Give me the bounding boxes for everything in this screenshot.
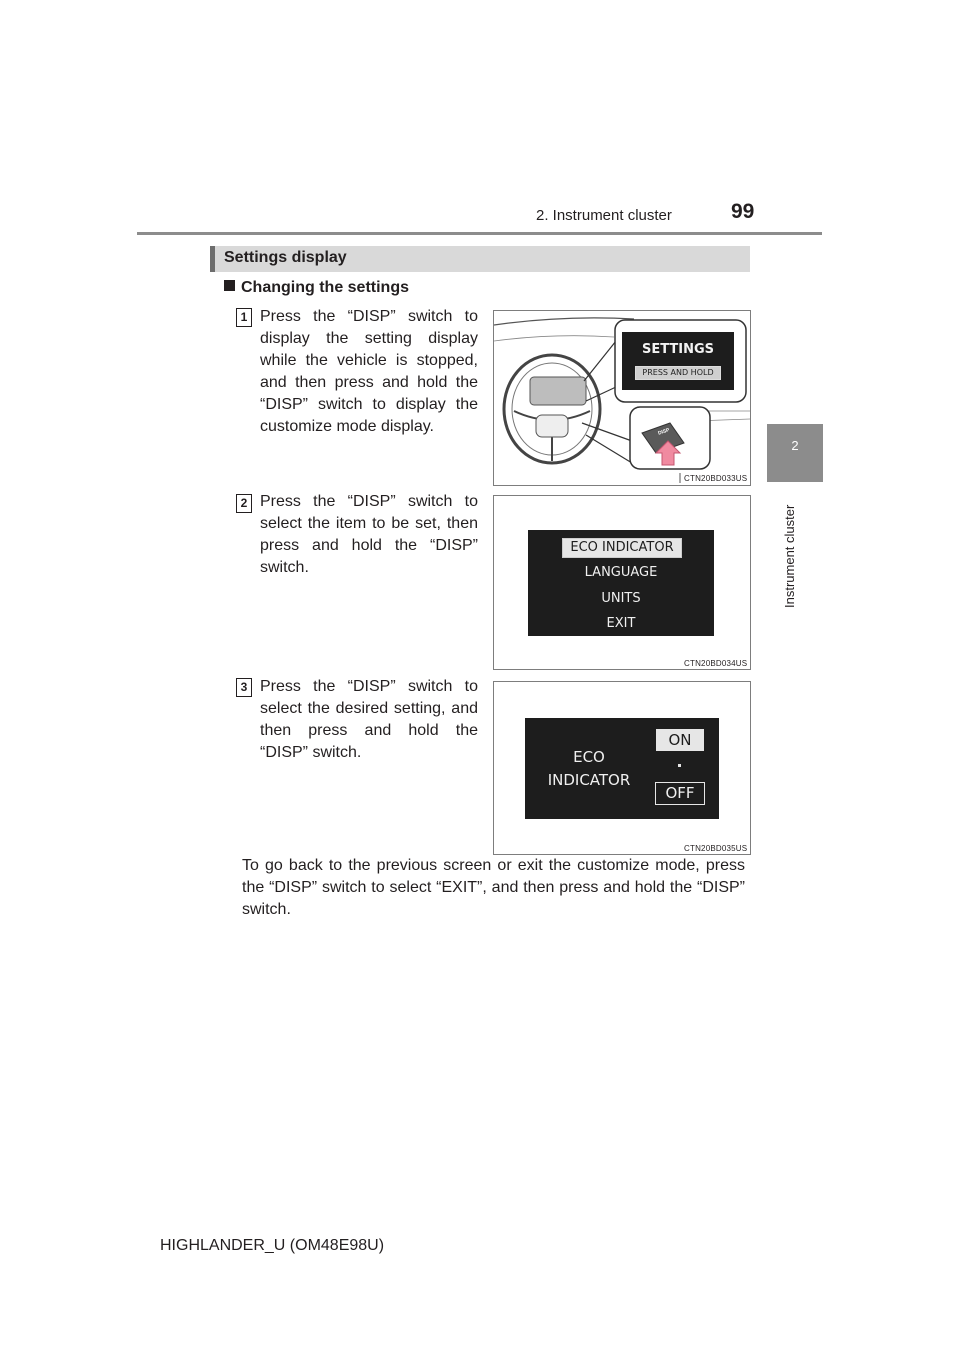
header-rule xyxy=(137,232,822,235)
setting-name-line2: INDICATOR xyxy=(547,771,631,789)
step-text-2: Press the “DISP” switch to select the item to be set, then press and hold the “DISP” switch. xyxy=(260,493,478,576)
step-number-3: 3 xyxy=(236,678,252,697)
figure-menu-display xyxy=(493,495,751,670)
figure-code-2: CTN20BD034US xyxy=(684,659,748,668)
disp-button-label: DISP xyxy=(657,427,671,437)
settings-screen-title: SETTINGS xyxy=(641,342,715,357)
settings-screen-subtitle: PRESS AND HOLD xyxy=(635,366,721,380)
section-title: Settings display xyxy=(224,249,347,266)
footnote-text: To go back to the previous screen or exit the customize mode, press the “DISP” switch to select “EXIT”, and then press and hold the “DISP” switch. xyxy=(242,857,745,918)
step-number-1: 1 xyxy=(236,308,252,327)
figure-steering-display xyxy=(493,310,751,486)
step-text-3: Press the “DISP” switch to select the desired setting, and then press and hold the “DISP” switch. xyxy=(260,678,478,761)
section-title-accent xyxy=(210,246,215,272)
option-separator-dot xyxy=(678,764,681,767)
option-off: OFF xyxy=(655,782,705,805)
figure-code-3: CTN20BD035US xyxy=(684,844,748,853)
page-number: 99 xyxy=(731,200,755,223)
subheading xyxy=(224,279,409,297)
menu-screen xyxy=(528,530,714,636)
step-number-2: 2 xyxy=(236,494,252,513)
menu-item: EXIT xyxy=(606,616,636,631)
section-title-bar xyxy=(210,246,750,272)
option-screen xyxy=(525,718,719,819)
figure-option-display xyxy=(493,681,751,855)
chapter-tab-label xyxy=(780,490,800,610)
menu-item-selected: ECO INDICATOR xyxy=(562,538,682,558)
footer-model-code: HIGHLANDER_U (OM48E98U) xyxy=(160,1237,385,1254)
step-text-1: Press the “DISP” switch to display the setting display while the vehicle is stopped, and then press and hold the “DISP” switch to display the customize mode display. xyxy=(260,308,478,435)
running-header-section: 2. Instrument cluster xyxy=(536,207,672,224)
option-on-selected: ON xyxy=(656,729,704,751)
subheading-text: Changing the settings xyxy=(241,279,409,296)
dashboard-illustration xyxy=(494,311,750,485)
menu-item: LANGUAGE xyxy=(584,565,658,580)
chapter-tab-number: 2 xyxy=(791,438,799,453)
setting-name-line1: ECO xyxy=(573,748,605,766)
menu-item: UNITS xyxy=(601,591,641,606)
chapter-tab-label-text: Instrument cluster xyxy=(782,504,797,608)
chapter-tab xyxy=(767,424,823,482)
square-bullet-icon xyxy=(224,280,235,291)
figure-code-1: CTN20BD033US xyxy=(684,474,748,483)
